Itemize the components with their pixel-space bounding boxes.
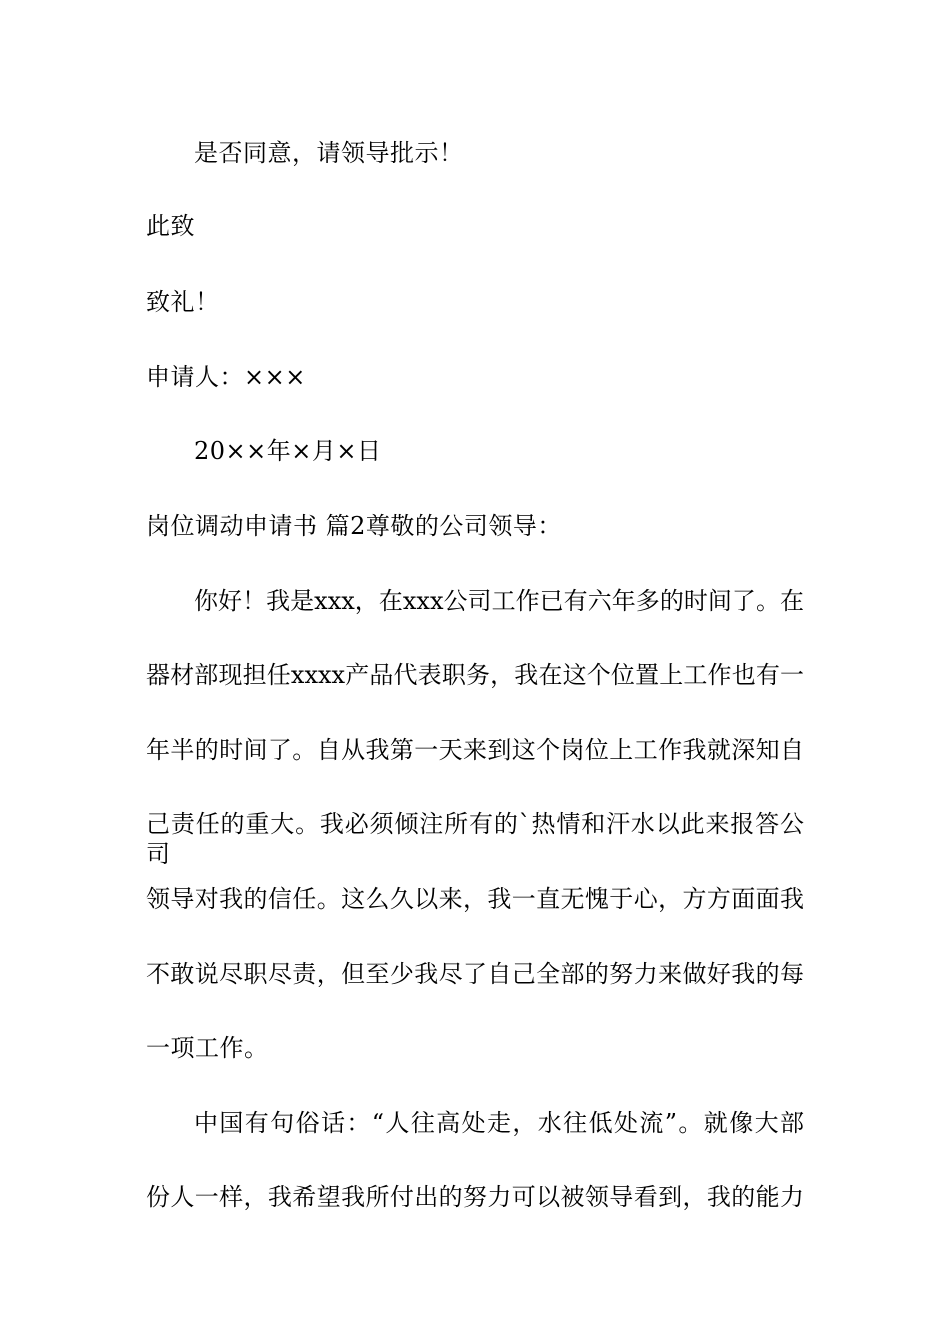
paragraph-line: 器材部现担任xxxx产品代表职务，我在这个位置上工作也有一 [146, 661, 804, 689]
closing-line: 致礼！ [146, 288, 220, 316]
applicant-line: 申请人：××× [146, 363, 306, 391]
paragraph-line: 不敢说尽职尽责，但至少我尽了自己全部的努力来做好我的每 [146, 960, 804, 988]
salutation-line: 此致 [146, 212, 195, 240]
paragraph-line: 份人一样，我希望我所付出的努力可以被领导看到，我的能力 [146, 1183, 804, 1211]
paragraph-line: 己责任的重大。我必须倾注所有的`热情和汗水以此来报答公司 [146, 810, 804, 868]
paragraph-line: 你好！我是xxx，在xxx公司工作已有六年多的时间了。在 [194, 587, 804, 615]
paragraph-line: 领导对我的信任。这么久以来，我一直无愧于心，方方面面我 [146, 885, 804, 913]
paragraph-line: 年半的时间了。自从我第一天来到这个岗位上工作我就深知自 [146, 736, 804, 764]
paragraph-line: 中国有句俗话：“人往高处走，水往低处流”。就像大部 [194, 1109, 804, 1137]
approval-request-line: 是否同意，请领导批示！ [194, 139, 464, 167]
date-line: 20××年×月×日 [194, 437, 382, 465]
paragraph-line: 一项工作。 [146, 1034, 269, 1062]
section-heading-line: 岗位调动申请书 篇2尊敬的公司领导： [146, 512, 562, 540]
